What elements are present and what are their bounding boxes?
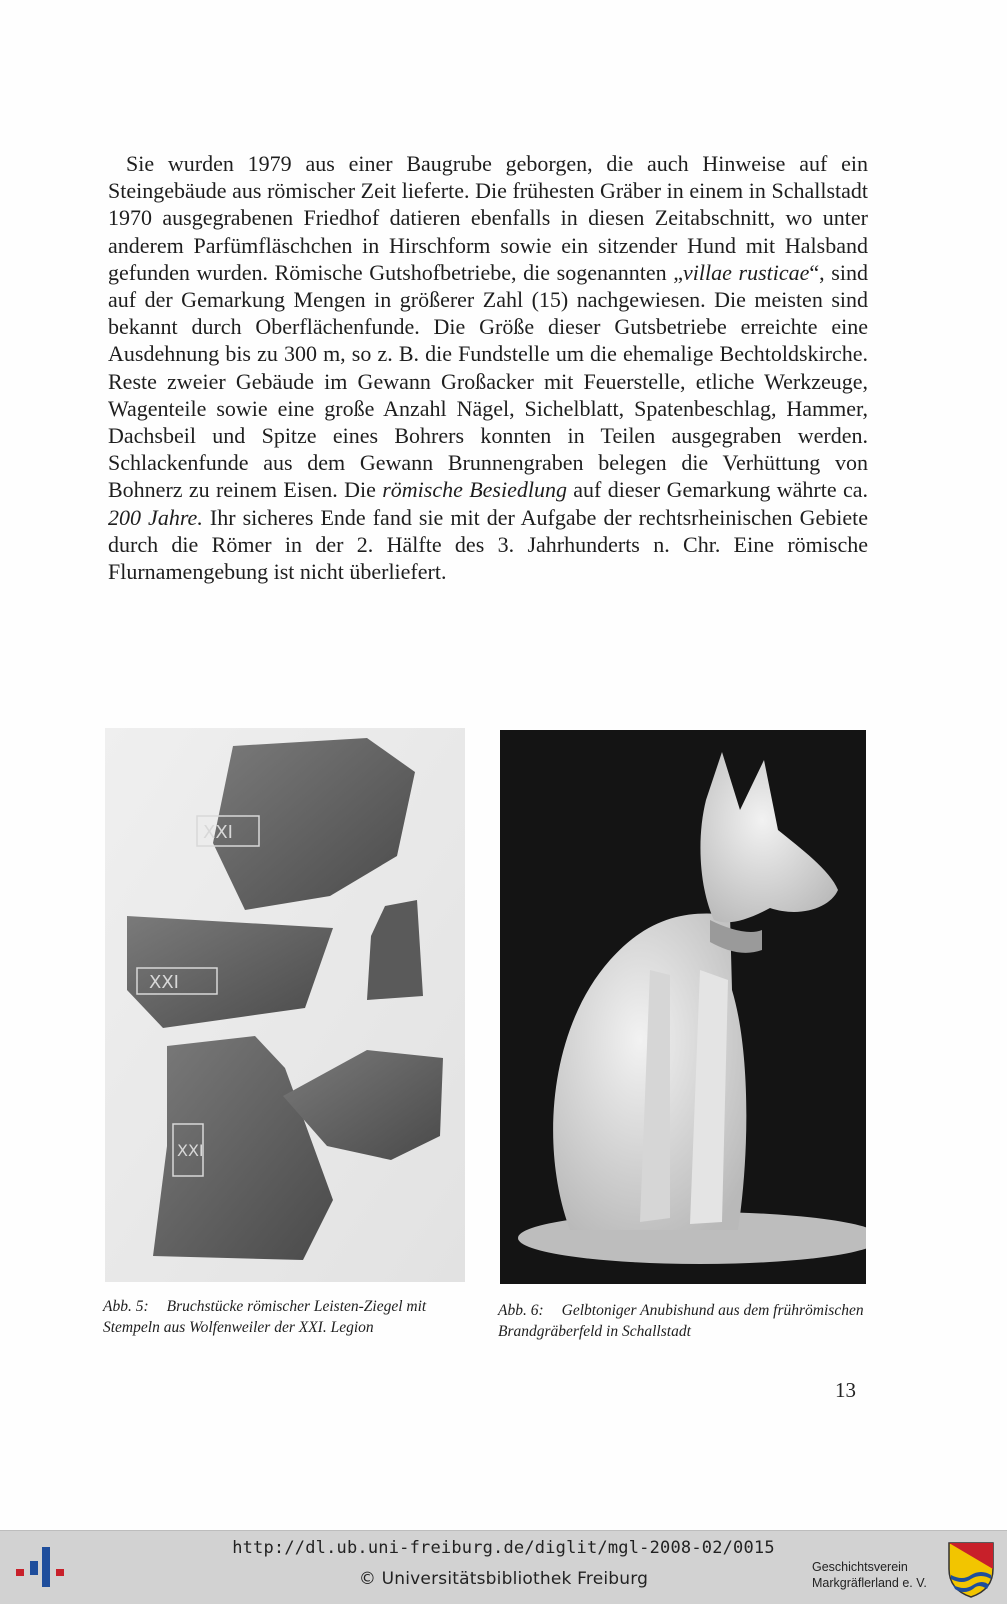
coat-of-arms-icon xyxy=(945,1539,997,1599)
caption-figure-5 xyxy=(103,1296,473,1338)
stamp-mark-2: XXI xyxy=(149,972,179,993)
digital-library-url[interactable]: http://dl.ub.uni-freiburg.de/diglit/mgl-2008-02/0015 xyxy=(232,1538,775,1558)
text-200-jahre: 200 Jahre. xyxy=(108,504,203,530)
text-segment-4: Ihr sicheres Ende fand sie mit der Aufgabe der rechtsrheinischen Gebiete durch die Römer in der 2. Hälfte des 3. Jahrhunderts n. Chr. Eine römische Flurnamengebung ist nicht überliefert. xyxy=(108,504,868,585)
society-name-line-2: Markgräflerland e. V. xyxy=(812,1576,927,1590)
caption-figure-6 xyxy=(498,1300,878,1342)
figure-tile-fragments-photo xyxy=(105,728,465,1282)
anubis-dog-image xyxy=(500,730,866,1284)
paragraph-roman-settlement xyxy=(108,150,868,585)
society-name-line-1: Geschichtsverein xyxy=(812,1560,908,1574)
stamp-mark-1: XXI xyxy=(203,822,233,843)
page-number: 13 xyxy=(835,1378,856,1402)
body-text xyxy=(108,150,868,585)
stamp-mark-3: XXI xyxy=(177,1141,204,1160)
text-segment-2: “, sind auf der Gemarkung Mengen in größerer Zahl (15) nachgewiesen. Die meisten sind bekannt durch Oberflächenfunde. Die Größe dieser Gutsbetriebe erreichte eine Ausdehnung bis zu 300 m, so z. B. die Fundstelle um die ehemalige Bechtoldskirche. Reste zweier Gebäude im Gewann Großacker mit Feuerstelle, etliche Werkzeuge, Wagenteile sowie eine große Anzahl Nägel, Sichelblatt, Spatenbeschlag, Hammer, Dachsbeil und Spitze eines Bohrers konnten in Teilen ausgegraben werden. Schlackenfunde aus dem Gewann Brunnengraben belegen die Verhüttung von Bohnerz zu reinem Eisen. Die xyxy=(108,259,868,503)
text-segment-3: auf dieser Gemarkung währte ca. xyxy=(566,477,868,503)
caption-label-6: Abb. 6: xyxy=(498,1302,544,1319)
text-roemische-besiedlung: römische Besiedlung xyxy=(382,477,567,503)
caption-text-6: Gelbtoniger Anubishund aus dem frührömischen Brandgräberfeld in Schallstadt xyxy=(498,1302,864,1340)
caption-text-5: Bruchstücke römischer Leisten-Ziegel mit Stempeln aus Wolfenweiler der XXI. Legion xyxy=(103,1298,427,1336)
library-footer-bar xyxy=(0,1530,1007,1604)
society-name xyxy=(812,1559,942,1591)
caption-label-5: Abb. 5: xyxy=(103,1298,149,1315)
copyright-text: © Universitätsbibliothek Freiburg xyxy=(358,1569,649,1589)
text-villae-rusticae: villae rusticae xyxy=(683,259,810,285)
text-segment-1: Sie wurden 1979 aus einer Baugrube geborgen, die auch Hinweise auf ein Steingebäude aus römischer Zeit lieferte. Die frühesten Gräber in einem in Schallstadt 1970 ausgegrabenen Friedhof datieren ebenfalls in diesen Zeitabschnitt, wo unter anderem Parfümfläschchen in Hirschform sowie ein sitzender Hund mit Halsband gefunden wurden. Römische Gutshofbetriebe, die sogenannten „ xyxy=(108,151,868,285)
figure-anubis-dog-photo xyxy=(500,730,866,1284)
tile-fragments-image xyxy=(105,728,465,1282)
